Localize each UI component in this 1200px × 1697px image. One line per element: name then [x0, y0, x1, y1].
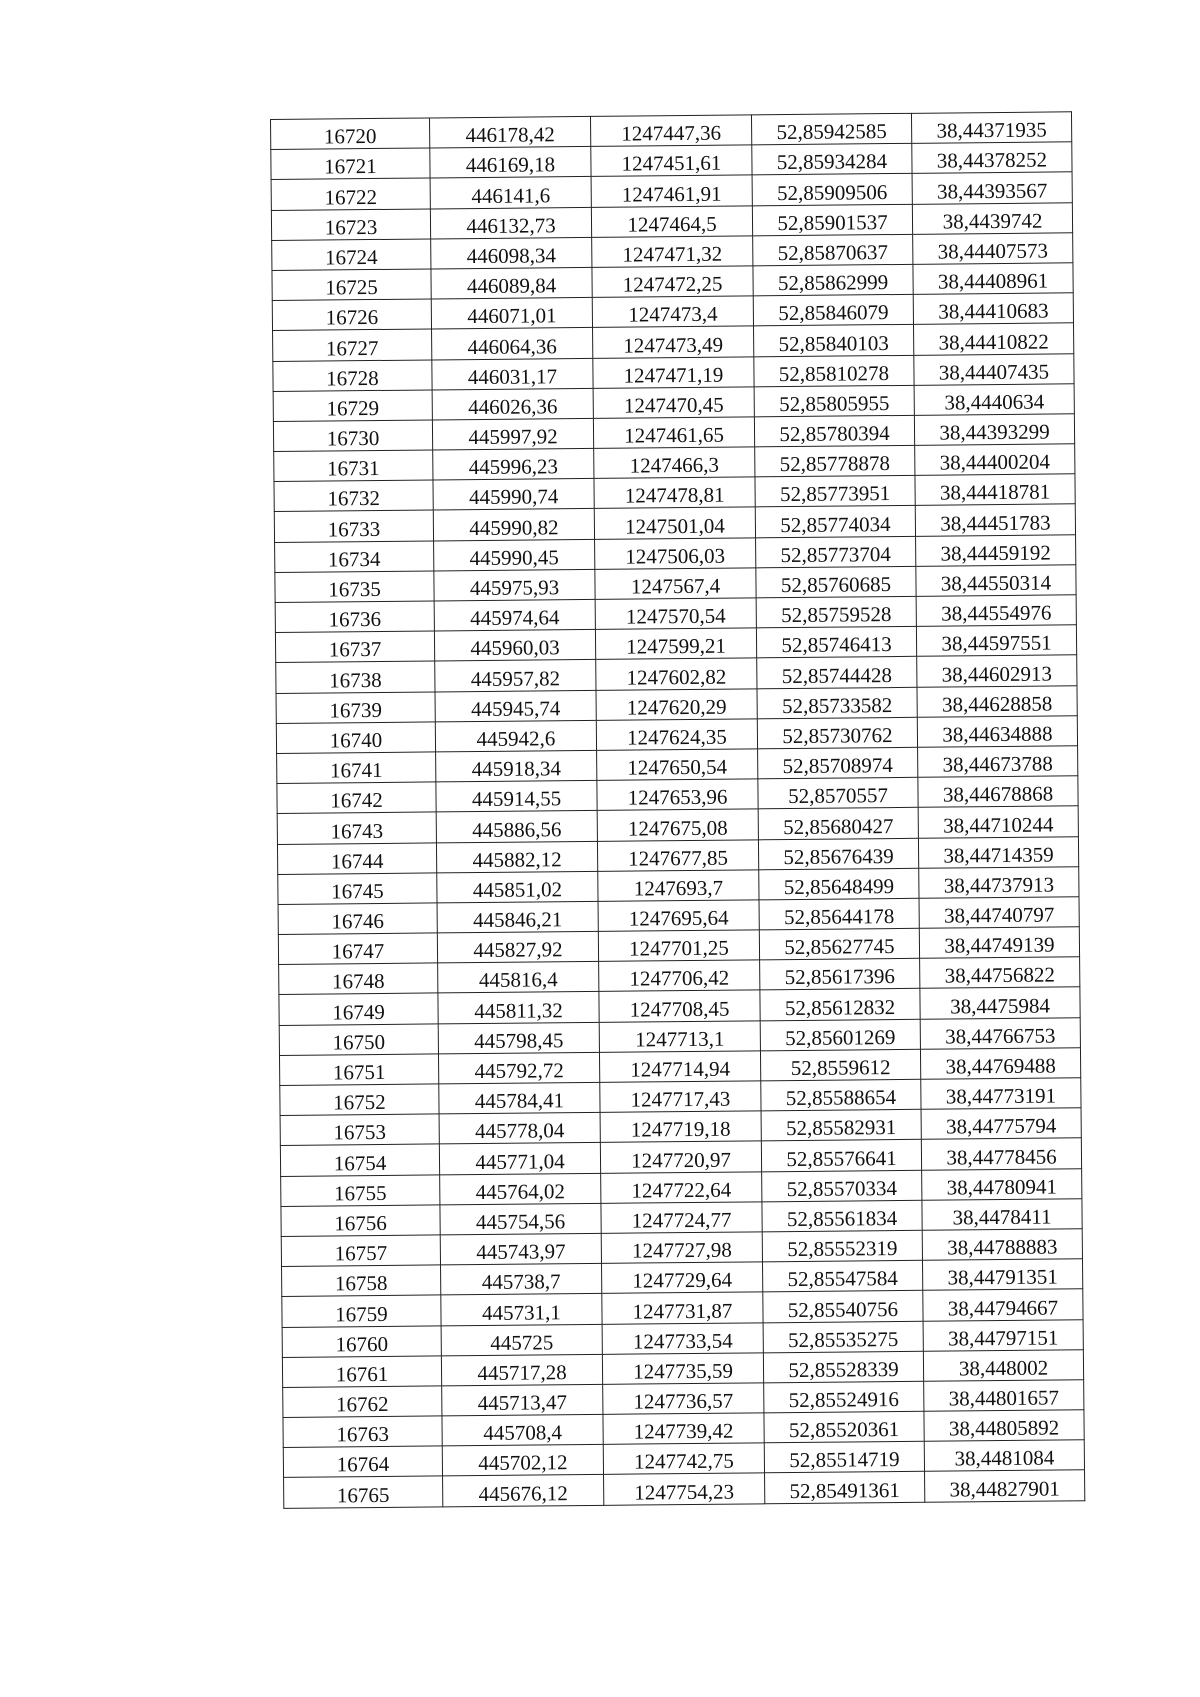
- x-coordinate-cell: 446178,42: [429, 116, 590, 148]
- longitude-cell: 38,44410683: [913, 293, 1073, 325]
- x-coordinate-cell: 445676,12: [443, 1475, 604, 1507]
- x-coordinate-cell: 445957,82: [435, 660, 596, 692]
- longitude-cell: 38,4475984: [920, 987, 1080, 1019]
- latitude-cell: 52,85840103: [754, 325, 914, 357]
- point-number-cell: 16752: [280, 1084, 439, 1116]
- latitude-cell: 52,85778878: [755, 445, 915, 477]
- x-coordinate-cell: 445996,23: [433, 448, 594, 480]
- x-coordinate-cell: 445811,32: [438, 992, 599, 1024]
- longitude-cell: 38,44673788: [918, 746, 1078, 778]
- y-coordinate-cell: 1247624,35: [596, 719, 757, 751]
- y-coordinate-cell: 1247473,49: [593, 326, 754, 358]
- longitude-cell: 38,44797151: [923, 1319, 1083, 1351]
- longitude-cell: 38,44393567: [912, 172, 1072, 204]
- x-coordinate-cell: 446169,18: [430, 147, 591, 179]
- y-coordinate-cell: 1247466,3: [594, 447, 755, 479]
- y-coordinate-cell: 1247675,08: [597, 809, 758, 841]
- latitude-cell: 52,85514719: [764, 1442, 924, 1474]
- y-coordinate-cell: 1247717,43: [600, 1081, 761, 1113]
- point-number-cell: 16744: [277, 842, 436, 874]
- point-number-cell: 16730: [273, 420, 432, 452]
- x-coordinate-cell: 446031,17: [432, 358, 593, 390]
- x-coordinate-cell: 445990,74: [433, 479, 594, 511]
- y-coordinate-cell: 1247724,77: [601, 1202, 762, 1234]
- point-number-cell: 16733: [274, 510, 433, 542]
- latitude-cell: 52,85520361: [764, 1411, 924, 1443]
- longitude-cell: 38,44714359: [918, 836, 1078, 868]
- longitude-cell: 38,44371935: [911, 112, 1071, 144]
- y-coordinate-cell: 1247461,91: [591, 175, 752, 207]
- longitude-cell: 38,4478411: [922, 1199, 1082, 1231]
- latitude-cell: 52,85846079: [753, 294, 913, 326]
- y-coordinate-cell: 1247451,61: [591, 145, 752, 177]
- y-coordinate-cell: 1247731,87: [602, 1292, 763, 1324]
- x-coordinate-cell: 445827,92: [437, 931, 598, 963]
- latitude-cell: 52,85862999: [753, 264, 913, 296]
- longitude-cell: 38,44400204: [915, 444, 1075, 476]
- latitude-cell: 52,85780394: [754, 415, 914, 447]
- y-coordinate-cell: 1247727,98: [601, 1232, 762, 1264]
- coordinates-table-body: [271, 112, 1085, 1508]
- x-coordinate-cell: 445725: [441, 1324, 602, 1356]
- point-number-cell: 16735: [275, 571, 434, 603]
- point-number-cell: 16738: [276, 661, 435, 693]
- x-coordinate-cell: 445717,28: [441, 1354, 602, 1386]
- longitude-cell: 38,44788883: [922, 1229, 1082, 1261]
- longitude-cell: 38,44773191: [921, 1078, 1081, 1110]
- y-coordinate-cell: 1247733,54: [602, 1322, 763, 1354]
- latitude-cell: 52,85774034: [755, 506, 915, 538]
- x-coordinate-cell: 445792,72: [438, 1052, 599, 1084]
- latitude-cell: 52,85561834: [762, 1200, 922, 1232]
- y-coordinate-cell: 1247754,23: [604, 1473, 765, 1505]
- y-coordinate-cell: 1247742,75: [603, 1443, 764, 1475]
- y-coordinate-cell: 1247471,32: [592, 236, 753, 268]
- point-number-cell: 16754: [280, 1144, 439, 1176]
- point-number-cell: 16755: [281, 1174, 440, 1206]
- x-coordinate-cell: 445702,12: [442, 1445, 603, 1477]
- longitude-cell: 38,44794667: [923, 1289, 1083, 1321]
- longitude-cell: 38,44410822: [914, 323, 1074, 355]
- x-coordinate-cell: 445771,04: [439, 1143, 600, 1175]
- y-coordinate-cell: 1247706,42: [599, 960, 760, 992]
- x-coordinate-cell: 445882,12: [436, 841, 597, 873]
- point-number-cell: 16765: [284, 1476, 443, 1508]
- latitude-cell: 52,85535275: [763, 1321, 923, 1353]
- longitude-cell: 38,44756822: [920, 957, 1080, 989]
- point-number-cell: 16726: [272, 299, 431, 331]
- y-coordinate-cell: 1247701,25: [598, 930, 759, 962]
- latitude-cell: 52,85676439: [758, 838, 918, 870]
- point-number-cell: 16722: [271, 178, 430, 210]
- point-number-cell: 16740: [276, 722, 435, 754]
- latitude-cell: 52,8559612: [760, 1049, 920, 1081]
- x-coordinate-cell: 445738,7: [441, 1263, 602, 1295]
- latitude-cell: 52,85773704: [756, 536, 916, 568]
- longitude-cell: 38,44775794: [921, 1108, 1081, 1140]
- point-number-cell: 16760: [282, 1325, 441, 1357]
- longitude-cell: 38,448002: [923, 1349, 1083, 1381]
- x-coordinate-cell: 446026,36: [432, 388, 593, 420]
- longitude-cell: 38,44393299: [914, 414, 1074, 446]
- y-coordinate-cell: 1247472,25: [592, 266, 753, 298]
- point-number-cell: 16742: [277, 782, 436, 814]
- x-coordinate-cell: 445945,74: [435, 690, 596, 722]
- longitude-cell: 38,44407435: [914, 353, 1074, 385]
- y-coordinate-cell: 1247695,64: [598, 900, 759, 932]
- y-coordinate-cell: 1247708,45: [599, 990, 760, 1022]
- x-coordinate-cell: 445754,56: [440, 1203, 601, 1235]
- latitude-cell: 52,85870637: [753, 234, 913, 266]
- point-number-cell: 16727: [273, 329, 432, 361]
- latitude-cell: 52,85648499: [759, 868, 919, 900]
- x-coordinate-cell: 446064,36: [432, 328, 593, 360]
- point-number-cell: 16749: [279, 993, 438, 1025]
- x-coordinate-cell: 445798,45: [438, 1022, 599, 1054]
- y-coordinate-cell: 1247478,81: [594, 477, 755, 509]
- y-coordinate-cell: 1247736,57: [603, 1383, 764, 1415]
- latitude-cell: 52,85582931: [761, 1109, 921, 1141]
- longitude-cell: 38,44597551: [916, 625, 1076, 657]
- point-number-cell: 16762: [283, 1386, 442, 1418]
- latitude-cell: 52,85934284: [752, 144, 912, 176]
- x-coordinate-cell: 446071,01: [431, 298, 592, 330]
- x-coordinate-cell: 445990,45: [434, 539, 595, 571]
- point-number-cell: 16734: [275, 541, 434, 573]
- longitude-cell: 38,44710244: [918, 806, 1078, 838]
- x-coordinate-cell: 445990,82: [433, 509, 594, 541]
- y-coordinate-cell: 1247677,85: [597, 839, 758, 871]
- x-coordinate-cell: 445851,02: [437, 871, 598, 903]
- point-number-cell: 16728: [273, 359, 432, 391]
- latitude-cell: 52,85901537: [752, 204, 912, 236]
- point-number-cell: 16724: [272, 239, 431, 271]
- longitude-cell: 38,44801657: [924, 1380, 1084, 1412]
- point-number-cell: 16756: [281, 1205, 440, 1237]
- x-coordinate-cell: 446098,34: [431, 237, 592, 269]
- point-number-cell: 16751: [279, 1054, 438, 1086]
- latitude-cell: 52,85810278: [754, 355, 914, 387]
- point-number-cell: 16763: [283, 1416, 442, 1448]
- x-coordinate-cell: 445974,64: [434, 599, 595, 631]
- y-coordinate-cell: 1247470,45: [593, 387, 754, 419]
- point-number-cell: 16753: [280, 1114, 439, 1146]
- longitude-cell: 38,44554976: [916, 595, 1076, 627]
- latitude-cell: 52,85540756: [763, 1291, 923, 1323]
- longitude-cell: 38,44791351: [922, 1259, 1082, 1291]
- point-number-cell: 16721: [271, 148, 430, 180]
- x-coordinate-cell: 445778,04: [439, 1113, 600, 1145]
- latitude-cell: 52,85528339: [763, 1351, 923, 1383]
- x-coordinate-cell: 445816,4: [438, 962, 599, 994]
- latitude-cell: 52,85708974: [758, 747, 918, 779]
- longitude-cell: 38,4439742: [912, 202, 1072, 234]
- point-number-cell: 16729: [273, 390, 432, 422]
- x-coordinate-cell: 445942,6: [435, 720, 596, 752]
- y-coordinate-cell: 1247722,64: [601, 1171, 762, 1203]
- point-number-cell: 16746: [278, 903, 437, 935]
- x-coordinate-cell: 445784,41: [439, 1082, 600, 1114]
- longitude-cell: 38,44602913: [917, 655, 1077, 687]
- latitude-cell: 52,85491361: [765, 1472, 925, 1504]
- point-number-cell: 16759: [282, 1295, 441, 1327]
- y-coordinate-cell: 1247471,19: [593, 356, 754, 388]
- longitude-cell: 38,44418781: [915, 474, 1075, 506]
- point-number-cell: 16737: [275, 631, 434, 663]
- y-coordinate-cell: 1247713,1: [599, 1020, 760, 1052]
- point-number-cell: 16748: [279, 963, 438, 995]
- latitude-cell: 52,85730762: [757, 717, 917, 749]
- latitude-cell: 52,85570334: [762, 1170, 922, 1202]
- y-coordinate-cell: 1247693,7: [598, 870, 759, 902]
- longitude-cell: 38,44408961: [913, 263, 1073, 295]
- latitude-cell: 52,85612832: [760, 989, 920, 1021]
- latitude-cell: 52,85746413: [756, 627, 916, 659]
- y-coordinate-cell: 1247602,82: [596, 658, 757, 690]
- latitude-cell: 52,85588654: [761, 1079, 921, 1111]
- y-coordinate-cell: 1247719,18: [600, 1111, 761, 1143]
- x-coordinate-cell: 445764,02: [440, 1173, 601, 1205]
- longitude-cell: 38,44766753: [920, 1017, 1080, 1049]
- longitude-cell: 38,44550314: [916, 565, 1076, 597]
- x-coordinate-cell: 445886,56: [436, 811, 597, 843]
- y-coordinate-cell: 1247501,04: [594, 507, 755, 539]
- longitude-cell: 38,44827901: [925, 1470, 1085, 1502]
- x-coordinate-cell: 445731,1: [441, 1294, 602, 1326]
- point-number-cell: 16732: [274, 480, 433, 512]
- y-coordinate-cell: 1247464,5: [591, 205, 752, 237]
- x-coordinate-cell: 446089,84: [431, 267, 592, 299]
- y-coordinate-cell: 1247729,64: [602, 1262, 763, 1294]
- latitude-cell: 52,85942585: [751, 113, 911, 145]
- y-coordinate-cell: 1247447,36: [590, 115, 751, 147]
- x-coordinate-cell: 445997,92: [432, 418, 593, 450]
- latitude-cell: 52,85627745: [759, 928, 919, 960]
- point-number-cell: 16758: [282, 1265, 441, 1297]
- x-coordinate-cell: 445960,03: [434, 630, 595, 662]
- point-number-cell: 16757: [281, 1235, 440, 1267]
- longitude-cell: 38,44778456: [921, 1138, 1081, 1170]
- point-number-cell: 16739: [276, 692, 435, 724]
- latitude-cell: 52,85805955: [754, 385, 914, 417]
- point-number-cell: 16761: [282, 1356, 441, 1388]
- latitude-cell: 52,85617396: [760, 959, 920, 991]
- longitude-cell: 38,44628858: [917, 685, 1077, 717]
- latitude-cell: 52,85733582: [757, 687, 917, 719]
- y-coordinate-cell: 1247506,03: [595, 537, 756, 569]
- x-coordinate-cell: 446141,6: [430, 177, 591, 209]
- point-number-cell: 16743: [277, 812, 436, 844]
- longitude-cell: 38,44749139: [919, 927, 1079, 959]
- y-coordinate-cell: 1247461,65: [593, 417, 754, 449]
- latitude-cell: 52,85760685: [756, 566, 916, 598]
- x-coordinate-cell: 445743,97: [440, 1233, 601, 1265]
- point-number-cell: 16741: [277, 752, 436, 784]
- y-coordinate-cell: 1247620,29: [596, 688, 757, 720]
- y-coordinate-cell: 1247650,54: [597, 749, 758, 781]
- longitude-cell: 38,44805892: [924, 1410, 1084, 1442]
- point-number-cell: 16731: [274, 450, 433, 482]
- latitude-cell: 52,85576641: [761, 1140, 921, 1172]
- x-coordinate-cell: 446132,73: [430, 207, 591, 239]
- latitude-cell: 52,85909506: [752, 174, 912, 206]
- point-number-cell: 16725: [272, 269, 431, 301]
- y-coordinate-cell: 1247739,42: [603, 1413, 764, 1445]
- point-number-cell: 16720: [271, 118, 430, 150]
- longitude-cell: 38,44407573: [913, 233, 1073, 265]
- longitude-cell: 38,44737913: [919, 866, 1079, 898]
- y-coordinate-cell: 1247720,97: [600, 1141, 761, 1173]
- latitude-cell: 52,85680427: [758, 808, 918, 840]
- longitude-cell: 38,44459192: [916, 534, 1076, 566]
- x-coordinate-cell: 445713,47: [442, 1384, 603, 1416]
- latitude-cell: 52,85601269: [760, 1019, 920, 1051]
- latitude-cell: 52,85744428: [757, 657, 917, 689]
- point-number-cell: 16750: [279, 1024, 438, 1056]
- point-number-cell: 16745: [278, 873, 437, 905]
- latitude-cell: 52,85552319: [762, 1230, 922, 1262]
- y-coordinate-cell: 1247473,4: [592, 296, 753, 328]
- latitude-cell: 52,85773951: [755, 476, 915, 508]
- y-coordinate-cell: 1247599,21: [595, 628, 756, 660]
- longitude-cell: 38,44780941: [922, 1168, 1082, 1200]
- table-row: [284, 1470, 1085, 1508]
- x-coordinate-cell: 445846,21: [437, 901, 598, 933]
- longitude-cell: 38,4481084: [924, 1440, 1084, 1472]
- longitude-cell: 38,44769488: [920, 1048, 1080, 1080]
- y-coordinate-cell: 1247653,96: [597, 779, 758, 811]
- x-coordinate-cell: 445918,34: [436, 750, 597, 782]
- point-number-cell: 16736: [275, 601, 434, 633]
- point-number-cell: 16764: [283, 1446, 442, 1478]
- longitude-cell: 38,44634888: [917, 716, 1077, 748]
- longitude-cell: 38,4440634: [914, 383, 1074, 415]
- y-coordinate-cell: 1247567,4: [595, 568, 756, 600]
- latitude-cell: 52,85547584: [762, 1260, 922, 1292]
- x-coordinate-cell: 445975,93: [434, 569, 595, 601]
- longitude-cell: 38,44451783: [915, 504, 1075, 536]
- y-coordinate-cell: 1247714,94: [599, 1051, 760, 1083]
- y-coordinate-cell: 1247735,59: [602, 1353, 763, 1385]
- point-number-cell: 16747: [278, 933, 437, 965]
- latitude-cell: 52,85524916: [764, 1381, 924, 1413]
- latitude-cell: 52,85644178: [759, 898, 919, 930]
- x-coordinate-cell: 445914,55: [436, 781, 597, 813]
- latitude-cell: 52,85759528: [756, 596, 916, 628]
- latitude-cell: 52,8570557: [758, 777, 918, 809]
- longitude-cell: 38,44678868: [918, 776, 1078, 808]
- longitude-cell: 38,44378252: [912, 142, 1072, 174]
- coordinates-table: [270, 111, 1085, 1508]
- point-number-cell: 16723: [271, 209, 430, 241]
- y-coordinate-cell: 1247570,54: [595, 598, 756, 630]
- longitude-cell: 38,44740797: [919, 897, 1079, 929]
- x-coordinate-cell: 445708,4: [442, 1414, 603, 1446]
